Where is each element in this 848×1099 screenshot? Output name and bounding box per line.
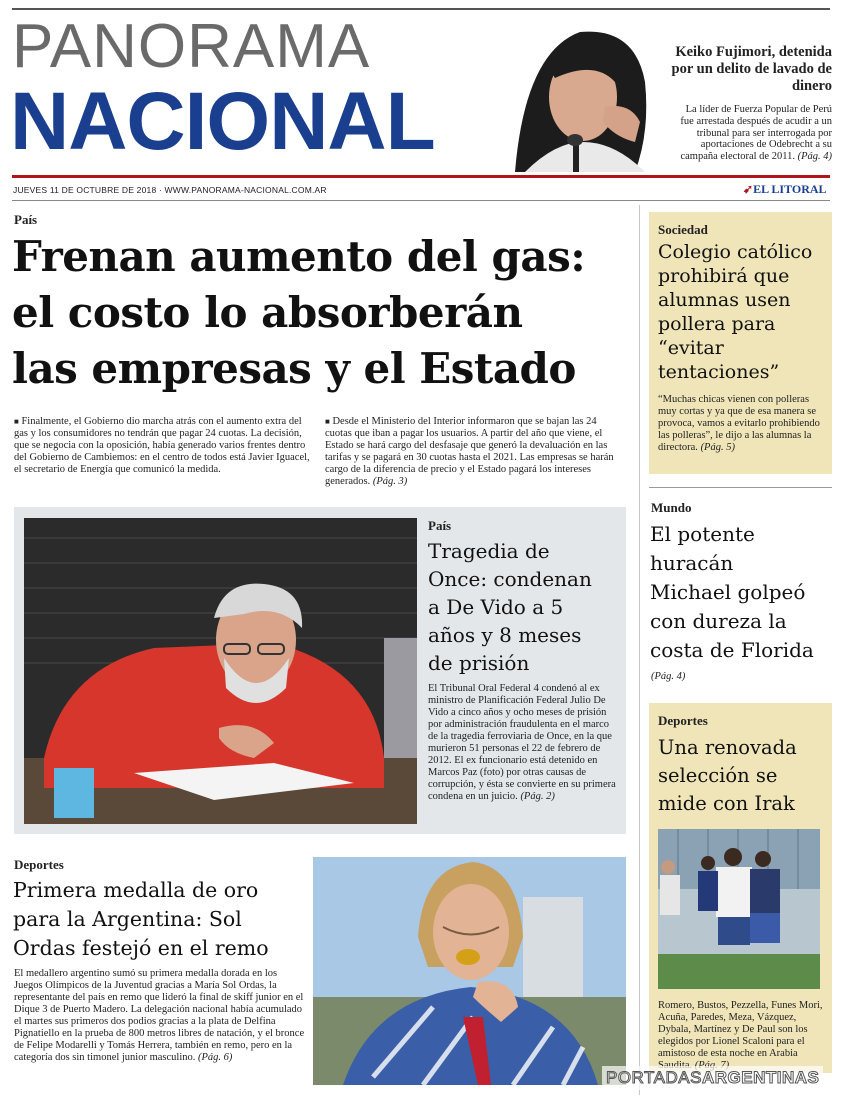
mundo-headline-line4: con dureza la bbox=[650, 609, 787, 633]
mundo-headline-line1: El potente bbox=[650, 522, 755, 546]
sociedad-page-ref: (Pág. 5) bbox=[700, 442, 735, 453]
remo-headline-line3: Ordas festejó en el remo bbox=[13, 936, 269, 960]
watermark-part1: PORTADAS bbox=[606, 1068, 702, 1087]
sociedad-headline bbox=[658, 240, 812, 384]
remo-headline-line1: Primera medalla de oro bbox=[13, 878, 259, 902]
sociedad-headline-line2: prohibirá que bbox=[658, 265, 790, 287]
lead-col2-text: Desde el Ministerio del Interior informaron que se bajan las 24 cuotas que iban a pagar los usuarios. A partir del año que viene, el Estado se hará cargo del desfasaje que generó la devaluación en las tarifas y se pagará en 30 cuotas hasta el 2021. Las empresas se harán cargo de la diferencia de precio y el Estado pagará los intereses generados. bbox=[325, 416, 614, 487]
devido-photo bbox=[24, 518, 417, 824]
masthead-red-rule bbox=[12, 175, 830, 178]
devido-headline-line1: Tragedia de bbox=[428, 539, 550, 563]
lead-col1 bbox=[14, 416, 314, 476]
date-line: JUEVES 11 DE OCTUBRE DE 2018 · WWW.PANORAMA-NACIONAL.COM.AR bbox=[13, 185, 327, 195]
mundo-headline-line3: Michael golpeó bbox=[650, 580, 806, 604]
irak-section: Deportes bbox=[658, 713, 708, 728]
mundo-rule bbox=[649, 487, 832, 488]
lead-headline-line2: el costo lo absorberán bbox=[12, 288, 523, 337]
sociedad-headline-line6: tentaciones” bbox=[658, 361, 780, 383]
date-rule bbox=[12, 200, 830, 201]
devido-headline-line4: años y 8 meses bbox=[428, 623, 582, 647]
remo-body-text: El medallero argentino sumó su primera medalla dorada en los Juegos Olímpicos de la Juventud gracias a María Sol Ordas, la representante del país en remo que lideró la final de skiff junior en el Dique 3 de Puerto Madero. La delegación nacional había acumulado el martes sus primeros dos podios gracias a la plata de Delfina Pignatiello en la prueba de 800 metros libres de natación, y el bronce de Felipe Modarelli y Tomás Herrera, también en remo, pero en la categoría dos sin timonel junior masculino. bbox=[14, 968, 305, 1063]
mundo-section: Mundo bbox=[651, 500, 692, 515]
sociedad-headline-line3: alumnas usen bbox=[658, 289, 791, 311]
irak-headline-line3: mide con Irak bbox=[658, 792, 795, 815]
sociedad-body bbox=[658, 394, 824, 454]
remo-headline bbox=[13, 876, 269, 963]
irak-headline-line1: Una renovada bbox=[658, 736, 797, 759]
devido-headline-line3: a De Vido a 5 bbox=[428, 595, 564, 619]
mundo-headline bbox=[650, 520, 814, 665]
keiko-photo bbox=[495, 12, 665, 172]
irak-photo bbox=[658, 829, 820, 989]
sociedad-headline-line5: “evitar bbox=[658, 337, 724, 359]
sociedad-section: Sociedad bbox=[658, 222, 708, 237]
top-story-page-ref: (Pág. 4) bbox=[797, 151, 832, 163]
devido-headline-line2: Once: condenan bbox=[428, 567, 592, 591]
top-rule bbox=[12, 8, 830, 10]
lead-headline-line1: Frenan aumento del gas: bbox=[12, 232, 586, 281]
watermark bbox=[602, 1066, 823, 1090]
partner-mark-icon: ➹ bbox=[743, 182, 754, 196]
mundo-page-ref: (Pág. 4) bbox=[651, 671, 686, 682]
remo-section: Deportes bbox=[14, 857, 64, 872]
watermark-part2: ARGENTINAS bbox=[701, 1068, 820, 1087]
bullet-icon: ■ bbox=[14, 417, 19, 426]
devido-body bbox=[428, 683, 616, 803]
irak-body bbox=[658, 1000, 824, 1072]
irak-headline-line2: selección se bbox=[658, 764, 778, 787]
remo-body bbox=[14, 968, 306, 1064]
sociedad-headline-line1: Colegio católico bbox=[658, 241, 813, 263]
lead-col1-text: Finalmente, el Gobierno dio marcha atrás con el aumento extra del gas y los consumidores no tendrán que pagar 24 cuotas. La decisión, que se negocia con la oposición, había generado varios frentes dentro del Gobierno de Cambiemos: en el centro de todos está Javier Iguacel, el secretario de Energía que comunicó la medida. bbox=[14, 416, 310, 475]
top-story-headline: Keiko Fujimori, detenida por un delito de lavado de dinero bbox=[671, 44, 832, 94]
lead-col2 bbox=[325, 416, 625, 488]
sociedad-body-text: “Muchas chicas vienen con polleras muy cortas y ya que de esa manera se provoca, vamos a evitarlo prohibiendo las polleras”, le dijo a las alumnas la directora. bbox=[658, 394, 820, 453]
lead-headline-line3: las empresas y el Estado bbox=[12, 344, 576, 393]
lead-page-ref: (Pág. 3) bbox=[372, 476, 408, 487]
lead-headline bbox=[12, 229, 640, 397]
top-story-body bbox=[670, 104, 832, 163]
remo-headline-line2: para la Argentina: Sol bbox=[13, 907, 242, 931]
sociedad-headline-line4: pollera para bbox=[658, 313, 776, 335]
irak-body-text: Romero, Bustos, Pezzella, Funes Mori, Acuña, Paredes, Meza, Vázquez, Dybala, Martínez y De Paul son los elegidos por Lionel Scaloni para el amistoso de esta noche en Arabia bbox=[658, 1000, 823, 1059]
devido-page-ref: (Pág. 2) bbox=[520, 791, 555, 802]
remo-page-ref: (Pág. 6) bbox=[198, 1052, 233, 1063]
partner-name: EL LITORAL bbox=[753, 182, 827, 196]
top-story-text: La líder de Fuerza Popular de Perú fue arrestada después de acudir a un tribunal para ser interrogada por aportaciones de Odebrecht a su campaña electoral de 2011. bbox=[680, 104, 832, 163]
mundo-headline-line5: costa de Florida bbox=[650, 638, 814, 662]
devido-section: País bbox=[428, 518, 452, 533]
bullet-icon: ■ bbox=[325, 417, 330, 426]
irak-headline bbox=[658, 734, 797, 818]
lead-section: País bbox=[14, 212, 38, 227]
devido-body-text: El Tribunal Oral Federal 4 condenó al ex ministro de Planificación Federal Julio De Vido a cinco años y ocho meses de prisión por administración fraudulenta en el marco de la tragedia ferroviaria de Once, en la que murieron 51 personas el 22 de febrero de 2012. El ex funcionario está detenido en Marcos Paz (foto) por otras causas de corrupción, y ésta se convierte en su primera condena en un juicio. bbox=[428, 683, 616, 802]
remo-photo bbox=[313, 857, 626, 1085]
partner-logo bbox=[743, 182, 827, 197]
devido-headline-line5: de prisión bbox=[428, 651, 530, 675]
mundo-headline-line2: huracán bbox=[650, 551, 734, 575]
masthead-line2: NACIONAL bbox=[10, 76, 435, 167]
column-divider bbox=[639, 205, 640, 1095]
masthead-line1: PANORAMA bbox=[12, 12, 371, 81]
devido-headline bbox=[428, 537, 592, 677]
